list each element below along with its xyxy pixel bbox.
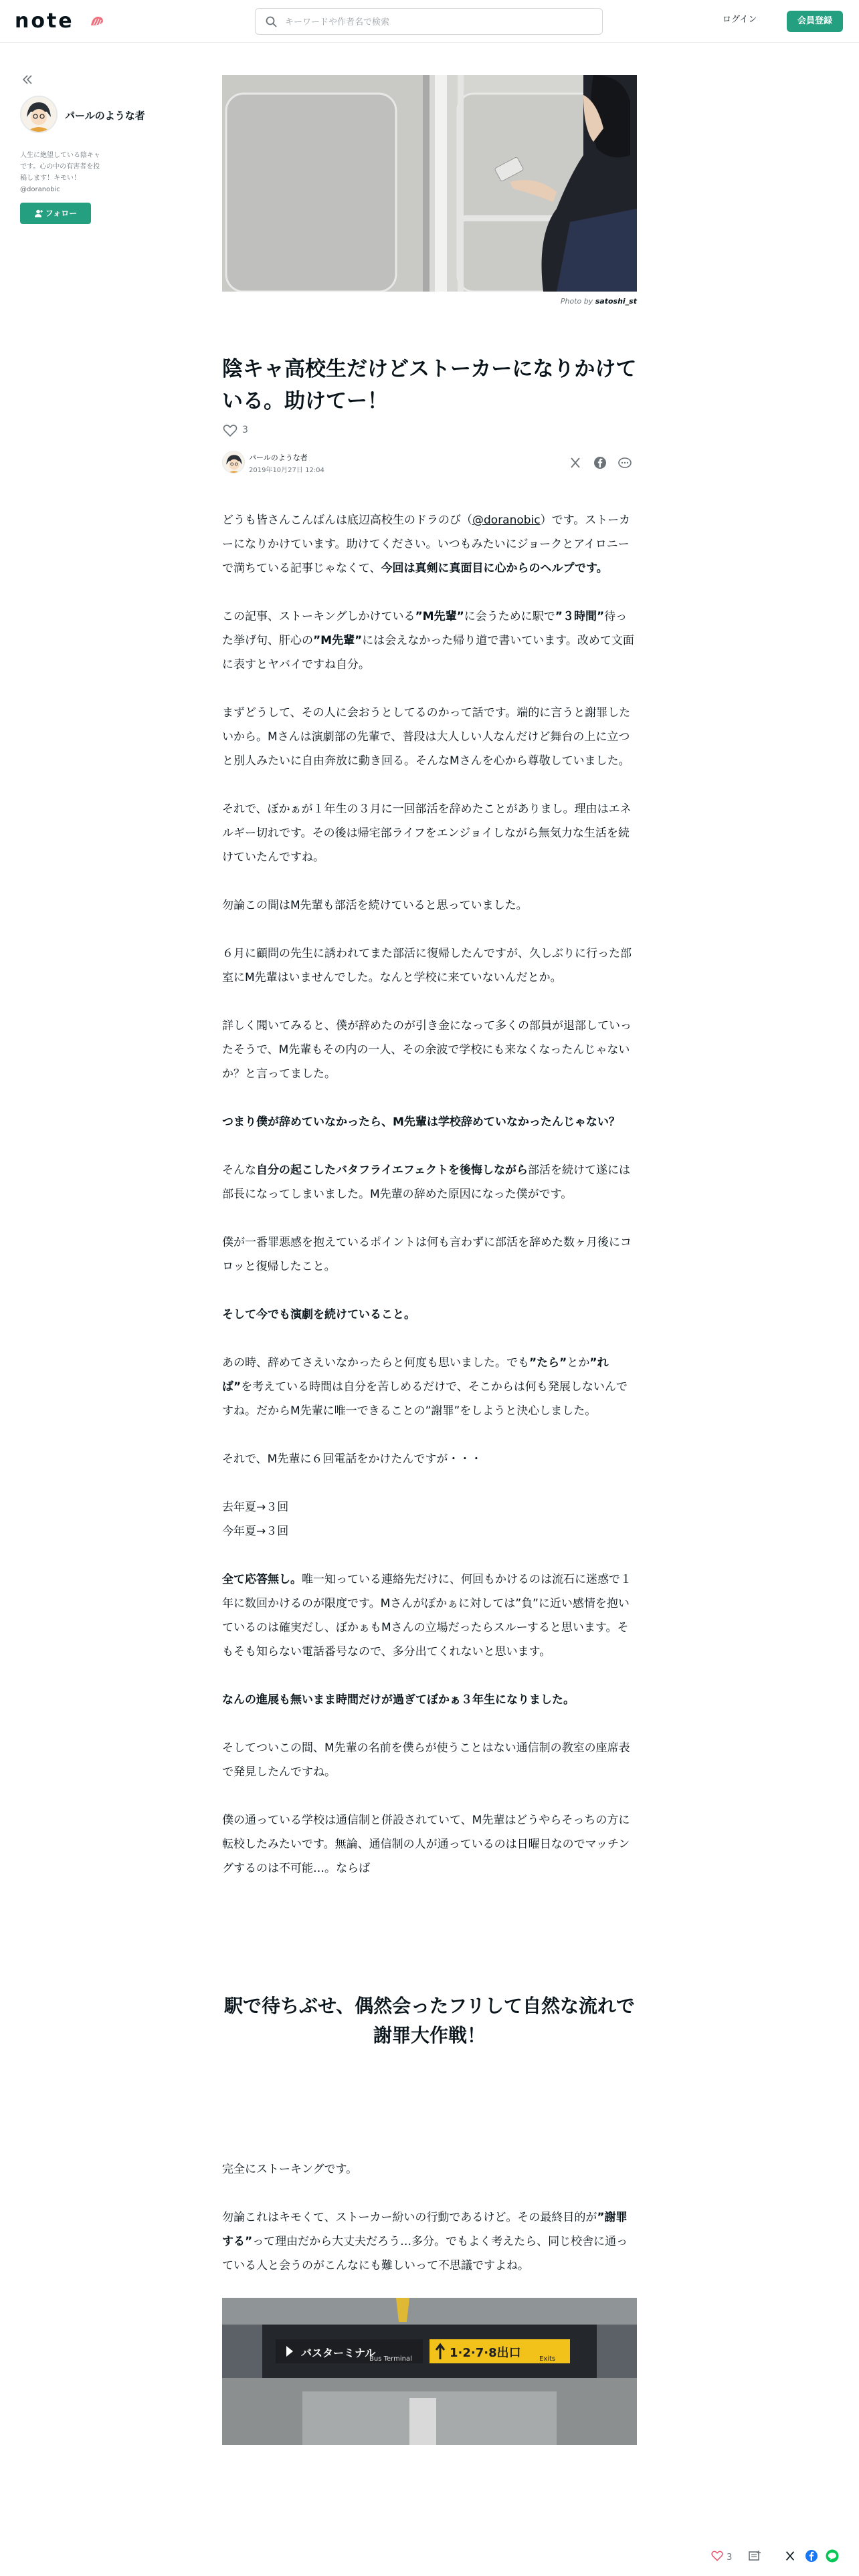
search-input[interactable] <box>285 14 593 30</box>
follow-label: フォロー <box>45 209 78 218</box>
paragraph: 僕が一番罪悪感を抱えているポイントは何も言わずに部活を辞めた数ヶ月後にコロッと復帰したこと。 <box>222 1236 632 1273</box>
hero-photo-train <box>222 75 637 292</box>
x-icon[interactable] <box>569 456 582 469</box>
paragraph: 勿論この間はM先輩も部活を続けていると思っていました。 <box>222 899 528 912</box>
note-logo-mark-icon <box>90 15 104 27</box>
paragraph: それで、M先輩に６回電話をかけたんですが・・・ <box>222 1453 482 1466</box>
paragraph: あの時、辞めてさえいなかったらと何度も思いました。でも”たら”とか”れば”を考えている時間は自分を苦しめるだけで、そこからは何も発展しないんですね。だからM先輩に唯一できることの”謝罪”をしようと決心しました。 <box>222 1356 628 1418</box>
note-logo[interactable]: note <box>15 9 74 33</box>
magazine-icon[interactable] <box>748 2550 761 2562</box>
login-link[interactable]: ログイン <box>723 15 757 25</box>
paragraph: そしてついこの間、M先輩の名前を僕らが使うことはない通信制の教室の座席表で発見したんですね。 <box>222 1741 630 1779</box>
bus-terminal-sign-en: Bus Terminal <box>369 2355 412 2363</box>
floating-like[interactable] <box>710 2549 732 2563</box>
more-icon[interactable] <box>618 456 632 469</box>
search-icon <box>265 15 278 29</box>
paragraph: 今年夏→３回 <box>222 1525 289 1538</box>
paragraph: 僕の通っている学校は通信制と併設されていて、M先輩はどうやらそっちの方に転校したみたいです。無論、通信制の人が通っているのは日曜日なのでマッチングするのは不可能…。ならば <box>222 1814 630 1875</box>
x-icon[interactable] <box>784 2550 796 2562</box>
paragraph: なんの進展も無いまま時間だけが過ぎてぼかぁ３年生になりました。 <box>222 1693 575 1707</box>
like-count[interactable]: 3 <box>242 425 248 435</box>
paragraph: この記事、ストーキングしかけている”M先輩”に会うために駅で”３時間”待った挙げ句、肝心の”M先輩”には会えなかった帰り道で書いています。改めて文面に表すとヤバイですね自分。 <box>222 610 634 671</box>
author-row-name[interactable]: パールのような者 <box>249 453 308 462</box>
search-box[interactable] <box>255 8 603 35</box>
paragraph: 全て応答無し。唯一知っている連絡先だけに、何回もかけるのは流石に迷惑で１年に数回かけるのが限度です。Mさんがぼかぁに対しては”負”に近い感情を抱いているのは確実だし、ぼかぁもMさんの立場だったらスルーすると思います。そもそも知らない電話番号なので、多分出てくれないと思います。 <box>222 1573 632 1658</box>
paragraph: つまり僕が辞めていなかったら、M先輩は学校辞めていなかったんじゃない？ <box>222 1115 620 1129</box>
paragraph: 勿論これはキモくて、ストーカー紛いの行動であるけど。その最終目的が”謝罪する”って理由だから大丈夫だろう…多分。でもよく考えたら、同じ校舎に通っている人と会うのがこんなにも難しいって不思議ですよね。 <box>222 2211 628 2272</box>
author-row-avatar[interactable] <box>222 451 245 473</box>
facebook-icon[interactable] <box>593 456 607 469</box>
site-header <box>0 0 859 43</box>
paragraph: そんな自分の起こしたバタフライエフェクトを後悔しながら部活を続けて遂には部長になってしまいました。M先輩の辞めた原因になった僕がです。 <box>222 1164 630 1201</box>
paragraph: 完全にストーキングです。 <box>222 2163 358 2176</box>
paragraph: そして今でも演劇を続けていること。 <box>222 1308 415 1321</box>
heart-icon[interactable] <box>222 423 238 439</box>
heart-icon[interactable] <box>710 2549 724 2563</box>
sidebar-author-name[interactable]: パールのような者 <box>65 110 145 122</box>
article-body <box>222 508 637 2445</box>
follow-button[interactable] <box>20 203 91 224</box>
paragraph: 詳しく聞いてみると、僕が辞めたのが引き金になって多くの部員が退部していったそうで、M先輩もその内の一人、その余波で学校にも来なくなったんじゃないか？と言ってました。 <box>222 1019 632 1081</box>
station-image <box>222 2298 637 2445</box>
paragraph: まずどうして、その人に会おうとしてるのかって話です。端的に言うと謝罪したいから。Mさんは演劇部の先輩で、普段は大人しい人なんだけど舞台の上に立つと別人みたいに自由奔放に動き回る。そんなMさんを心から尊敬していました。 <box>222 706 631 768</box>
twitter-handle-link[interactable]: @doranobic <box>472 514 541 527</box>
signup-button[interactable]: 会員登録 <box>787 11 843 32</box>
publish-date: 2019年10月27日 12:04 <box>249 467 324 474</box>
article-title: 陰キャ高校生だけどストーカーになりかけている。助けてー！ <box>222 357 637 413</box>
photo-credit <box>468 297 637 306</box>
station-photo <box>222 2298 637 2445</box>
floating-like-count: 3 <box>727 2553 733 2563</box>
line-icon[interactable] <box>826 2549 839 2563</box>
sidebar-author-bio: 人生に絶望している陰キャです。心の中の有害者を投稿します！キモい！ @doranobic <box>20 152 100 193</box>
exit-sign: 1·2·7·8出口 <box>450 2346 521 2360</box>
photo-credit-author[interactable]: satoshi_st <box>595 297 637 306</box>
paragraph: どうも皆さんこんばんは底辺高校生のドラのび（@doranobic）です。ストーカーになりかけています。助けてください。いつもみたいにジョークとアイロニーで満ちている記事じゃなくて、今回は真剣に真面目に心からのヘルプです。 <box>222 514 630 575</box>
paragraph: 去年夏→３回 <box>222 1501 289 1514</box>
collapse-sidebar-icon[interactable] <box>20 72 35 87</box>
bus-terminal-sign: バスターミナル <box>301 2347 376 2359</box>
author-avatar[interactable] <box>20 96 58 133</box>
avatar-illustration-small <box>223 451 245 473</box>
person-plus-icon <box>34 209 43 218</box>
photo-credit-prefix: Photo by <box>560 297 593 306</box>
hero-image <box>222 75 637 292</box>
spacer <box>222 1905 637 1992</box>
paragraph: ６月に顧問の先生に誘われてまた部活に復帰したんですが、久しぶりに行った部室にM先輩はいませんでした。なんと学校に来ていないんだとか。 <box>222 947 632 984</box>
exit-sign-en: Exits <box>539 2355 556 2363</box>
section-heading: 駅で待ちぶせ、偶然会ったフリして自然な流れで謝罪大作戦！ <box>223 1995 636 2046</box>
paragraph: それで、ぼかぁが１年生の３月に一回部活を辞めたことがありまし。理由はエネルギー切れです。その後は帰宅部ライフをエンジョイしながら無気力な生活を続けていたんですね。 <box>222 802 632 864</box>
avatar-illustration <box>21 97 56 132</box>
facebook-icon[interactable] <box>805 2549 818 2563</box>
